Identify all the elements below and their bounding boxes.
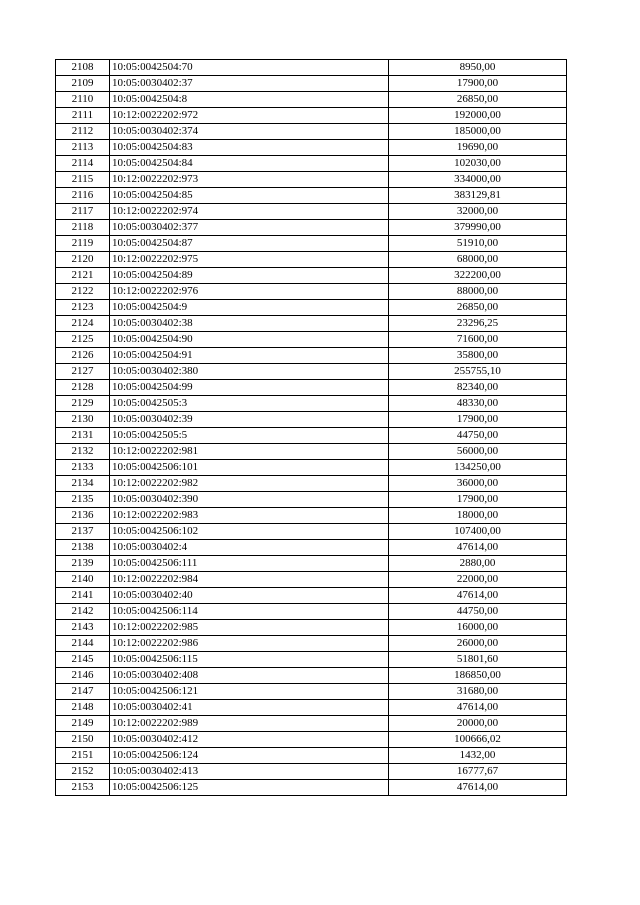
cadastral-number-cell: 10:05:0042504:91 bbox=[110, 348, 389, 364]
row-number-cell: 2142 bbox=[56, 604, 110, 620]
table-row bbox=[56, 236, 567, 252]
row-number-cell: 2121 bbox=[56, 268, 110, 284]
table-body bbox=[56, 60, 567, 796]
cadastral-number-cell: 10:05:0042504:84 bbox=[110, 156, 389, 172]
cadastral-number-cell: 10:05:0042506:111 bbox=[110, 556, 389, 572]
row-number-cell: 2109 bbox=[56, 76, 110, 92]
cadastral-number-cell: 10:05:0030402:374 bbox=[110, 124, 389, 140]
table-row bbox=[56, 332, 567, 348]
table-row bbox=[56, 476, 567, 492]
row-number-cell: 2146 bbox=[56, 668, 110, 684]
value-cell: 44750,00 bbox=[389, 428, 567, 444]
row-number-cell: 2149 bbox=[56, 716, 110, 732]
cadastral-number-cell: 10:05:0042505:5 bbox=[110, 428, 389, 444]
table-row bbox=[56, 748, 567, 764]
cadastral-number-cell: 10:05:0042504:8 bbox=[110, 92, 389, 108]
cadastral-number-cell: 10:05:0042506:125 bbox=[110, 780, 389, 796]
row-number-cell: 2112 bbox=[56, 124, 110, 140]
row-number-cell: 2127 bbox=[56, 364, 110, 380]
table-row bbox=[56, 732, 567, 748]
cadastral-number-cell: 10:05:0030402:40 bbox=[110, 588, 389, 604]
table-row bbox=[56, 380, 567, 396]
value-cell: 47614,00 bbox=[389, 588, 567, 604]
cadastral-number-cell: 10:05:0030402:4 bbox=[110, 540, 389, 556]
value-cell: 16777,67 bbox=[389, 764, 567, 780]
cadastral-number-cell: 10:12:0022202:989 bbox=[110, 716, 389, 732]
table-row bbox=[56, 92, 567, 108]
cadastral-number-cell: 10:12:0022202:986 bbox=[110, 636, 389, 652]
value-cell: 35800,00 bbox=[389, 348, 567, 364]
row-number-cell: 2148 bbox=[56, 700, 110, 716]
cadastral-number-cell: 10:05:0030402:408 bbox=[110, 668, 389, 684]
value-cell: 17900,00 bbox=[389, 76, 567, 92]
table-row bbox=[56, 492, 567, 508]
row-number-cell: 2136 bbox=[56, 508, 110, 524]
cadastral-number-cell: 10:05:0030402:412 bbox=[110, 732, 389, 748]
row-number-cell: 2138 bbox=[56, 540, 110, 556]
cadastral-number-cell: 10:12:0022202:974 bbox=[110, 204, 389, 220]
row-number-cell: 2108 bbox=[56, 60, 110, 76]
table-row bbox=[56, 780, 567, 796]
table-row bbox=[56, 124, 567, 140]
table-row bbox=[56, 364, 567, 380]
value-cell: 51801,60 bbox=[389, 652, 567, 668]
row-number-cell: 2145 bbox=[56, 652, 110, 668]
table-row bbox=[56, 60, 567, 76]
value-cell: 26000,00 bbox=[389, 636, 567, 652]
row-number-cell: 2151 bbox=[56, 748, 110, 764]
cadastral-number-cell: 10:05:0042504:90 bbox=[110, 332, 389, 348]
row-number-cell: 2120 bbox=[56, 252, 110, 268]
table-row bbox=[56, 204, 567, 220]
table-row bbox=[56, 460, 567, 476]
table-row bbox=[56, 188, 567, 204]
row-number-cell: 2152 bbox=[56, 764, 110, 780]
value-cell: 22000,00 bbox=[389, 572, 567, 588]
value-cell: 48330,00 bbox=[389, 396, 567, 412]
row-number-cell: 2130 bbox=[56, 412, 110, 428]
table-row bbox=[56, 668, 567, 684]
cadastral-number-cell: 10:12:0022202:976 bbox=[110, 284, 389, 300]
cadastral-number-cell: 10:05:0030402:41 bbox=[110, 700, 389, 716]
table-row bbox=[56, 300, 567, 316]
value-cell: 17900,00 bbox=[389, 412, 567, 428]
table-row bbox=[56, 700, 567, 716]
value-cell: 88000,00 bbox=[389, 284, 567, 300]
cadastral-number-cell: 10:05:0042506:121 bbox=[110, 684, 389, 700]
cadastral-number-cell: 10:05:0042504:99 bbox=[110, 380, 389, 396]
value-cell: 192000,00 bbox=[389, 108, 567, 124]
value-cell: 44750,00 bbox=[389, 604, 567, 620]
row-number-cell: 2114 bbox=[56, 156, 110, 172]
value-cell: 47614,00 bbox=[389, 780, 567, 796]
row-number-cell: 2118 bbox=[56, 220, 110, 236]
cadastral-number-cell: 10:05:0042504:9 bbox=[110, 300, 389, 316]
table-row bbox=[56, 268, 567, 284]
cadastral-number-cell: 10:12:0022202:981 bbox=[110, 444, 389, 460]
table-row bbox=[56, 156, 567, 172]
value-cell: 185000,00 bbox=[389, 124, 567, 140]
row-number-cell: 2150 bbox=[56, 732, 110, 748]
cadastral-number-cell: 10:12:0022202:984 bbox=[110, 572, 389, 588]
value-cell: 26850,00 bbox=[389, 92, 567, 108]
cadastral-number-cell: 10:05:0030402:39 bbox=[110, 412, 389, 428]
value-cell: 51910,00 bbox=[389, 236, 567, 252]
cadastral-number-cell: 10:05:0030402:413 bbox=[110, 764, 389, 780]
value-cell: 2880,00 bbox=[389, 556, 567, 572]
row-number-cell: 2128 bbox=[56, 380, 110, 396]
table-row bbox=[56, 572, 567, 588]
table-row bbox=[56, 220, 567, 236]
value-cell: 1432,00 bbox=[389, 748, 567, 764]
cadastral-number-cell: 10:05:0030402:390 bbox=[110, 492, 389, 508]
value-cell: 102030,00 bbox=[389, 156, 567, 172]
value-cell: 16000,00 bbox=[389, 620, 567, 636]
cadastral-number-cell: 10:05:0042506:101 bbox=[110, 460, 389, 476]
row-number-cell: 2123 bbox=[56, 300, 110, 316]
value-cell: 18000,00 bbox=[389, 508, 567, 524]
table-row bbox=[56, 428, 567, 444]
cadastral-number-cell: 10:05:0030402:38 bbox=[110, 316, 389, 332]
value-cell: 32000,00 bbox=[389, 204, 567, 220]
table-row bbox=[56, 140, 567, 156]
cadastral-number-cell: 10:12:0022202:975 bbox=[110, 252, 389, 268]
table-row bbox=[56, 172, 567, 188]
table-row bbox=[56, 444, 567, 460]
row-number-cell: 2131 bbox=[56, 428, 110, 444]
row-number-cell: 2143 bbox=[56, 620, 110, 636]
row-number-cell: 2125 bbox=[56, 332, 110, 348]
table-row bbox=[56, 620, 567, 636]
value-cell: 71600,00 bbox=[389, 332, 567, 348]
table-row bbox=[56, 636, 567, 652]
value-cell: 31680,00 bbox=[389, 684, 567, 700]
table-row bbox=[56, 412, 567, 428]
value-cell: 134250,00 bbox=[389, 460, 567, 476]
value-cell: 23296,25 bbox=[389, 316, 567, 332]
cadastral-number-cell: 10:05:0042506:114 bbox=[110, 604, 389, 620]
cadastral-number-cell: 10:05:0042504:70 bbox=[110, 60, 389, 76]
table-row bbox=[56, 108, 567, 124]
value-cell: 36000,00 bbox=[389, 476, 567, 492]
cadastral-number-cell: 10:05:0042506:124 bbox=[110, 748, 389, 764]
value-cell: 255755,10 bbox=[389, 364, 567, 380]
table-row bbox=[56, 252, 567, 268]
row-number-cell: 2124 bbox=[56, 316, 110, 332]
row-number-cell: 2132 bbox=[56, 444, 110, 460]
value-cell: 19690,00 bbox=[389, 140, 567, 156]
table-row bbox=[56, 524, 567, 540]
table-row bbox=[56, 764, 567, 780]
cadastral-number-cell: 10:12:0022202:972 bbox=[110, 108, 389, 124]
value-cell: 47614,00 bbox=[389, 540, 567, 556]
value-cell: 186850,00 bbox=[389, 668, 567, 684]
row-number-cell: 2144 bbox=[56, 636, 110, 652]
row-number-cell: 2119 bbox=[56, 236, 110, 252]
table-row bbox=[56, 684, 567, 700]
table-row bbox=[56, 604, 567, 620]
value-cell: 379990,00 bbox=[389, 220, 567, 236]
table-row bbox=[56, 396, 567, 412]
table-row bbox=[56, 556, 567, 572]
row-number-cell: 2140 bbox=[56, 572, 110, 588]
value-cell: 334000,00 bbox=[389, 172, 567, 188]
row-number-cell: 2134 bbox=[56, 476, 110, 492]
cadastral-number-cell: 10:05:0042504:89 bbox=[110, 268, 389, 284]
row-number-cell: 2116 bbox=[56, 188, 110, 204]
row-number-cell: 2126 bbox=[56, 348, 110, 364]
cadastral-number-cell: 10:05:0030402:380 bbox=[110, 364, 389, 380]
value-cell: 100666,02 bbox=[389, 732, 567, 748]
cadastral-number-cell: 10:05:0042504:87 bbox=[110, 236, 389, 252]
row-number-cell: 2139 bbox=[56, 556, 110, 572]
row-number-cell: 2135 bbox=[56, 492, 110, 508]
row-number-cell: 2133 bbox=[56, 460, 110, 476]
table-row bbox=[56, 348, 567, 364]
cadastral-number-cell: 10:05:0030402:377 bbox=[110, 220, 389, 236]
table-row bbox=[56, 652, 567, 668]
cadastral-number-cell: 10:05:0042506:115 bbox=[110, 652, 389, 668]
table-row bbox=[56, 316, 567, 332]
table-row bbox=[56, 508, 567, 524]
row-number-cell: 2129 bbox=[56, 396, 110, 412]
value-cell: 82340,00 bbox=[389, 380, 567, 396]
table-row bbox=[56, 76, 567, 92]
cadastral-number-cell: 10:12:0022202:985 bbox=[110, 620, 389, 636]
row-number-cell: 2141 bbox=[56, 588, 110, 604]
value-cell: 20000,00 bbox=[389, 716, 567, 732]
cadastral-number-cell: 10:05:0042506:102 bbox=[110, 524, 389, 540]
value-cell: 322200,00 bbox=[389, 268, 567, 284]
value-cell: 47614,00 bbox=[389, 700, 567, 716]
row-number-cell: 2147 bbox=[56, 684, 110, 700]
table-row bbox=[56, 588, 567, 604]
value-cell: 383129,81 bbox=[389, 188, 567, 204]
cadastral-number-cell: 10:05:0042504:83 bbox=[110, 140, 389, 156]
cadastral-value-table bbox=[55, 59, 567, 796]
value-cell: 68000,00 bbox=[389, 252, 567, 268]
row-number-cell: 2137 bbox=[56, 524, 110, 540]
row-number-cell: 2117 bbox=[56, 204, 110, 220]
value-cell: 26850,00 bbox=[389, 300, 567, 316]
row-number-cell: 2115 bbox=[56, 172, 110, 188]
row-number-cell: 2111 bbox=[56, 108, 110, 124]
cadastral-number-cell: 10:05:0042504:85 bbox=[110, 188, 389, 204]
table-row bbox=[56, 284, 567, 300]
cadastral-number-cell: 10:05:0030402:37 bbox=[110, 76, 389, 92]
value-cell: 107400,00 bbox=[389, 524, 567, 540]
value-cell: 56000,00 bbox=[389, 444, 567, 460]
row-number-cell: 2122 bbox=[56, 284, 110, 300]
value-cell: 8950,00 bbox=[389, 60, 567, 76]
table-row bbox=[56, 540, 567, 556]
cadastral-number-cell: 10:12:0022202:983 bbox=[110, 508, 389, 524]
cadastral-number-cell: 10:12:0022202:973 bbox=[110, 172, 389, 188]
row-number-cell: 2153 bbox=[56, 780, 110, 796]
table-row bbox=[56, 716, 567, 732]
value-cell: 17900,00 bbox=[389, 492, 567, 508]
row-number-cell: 2113 bbox=[56, 140, 110, 156]
row-number-cell: 2110 bbox=[56, 92, 110, 108]
cadastral-number-cell: 10:12:0022202:982 bbox=[110, 476, 389, 492]
cadastral-number-cell: 10:05:0042505:3 bbox=[110, 396, 389, 412]
